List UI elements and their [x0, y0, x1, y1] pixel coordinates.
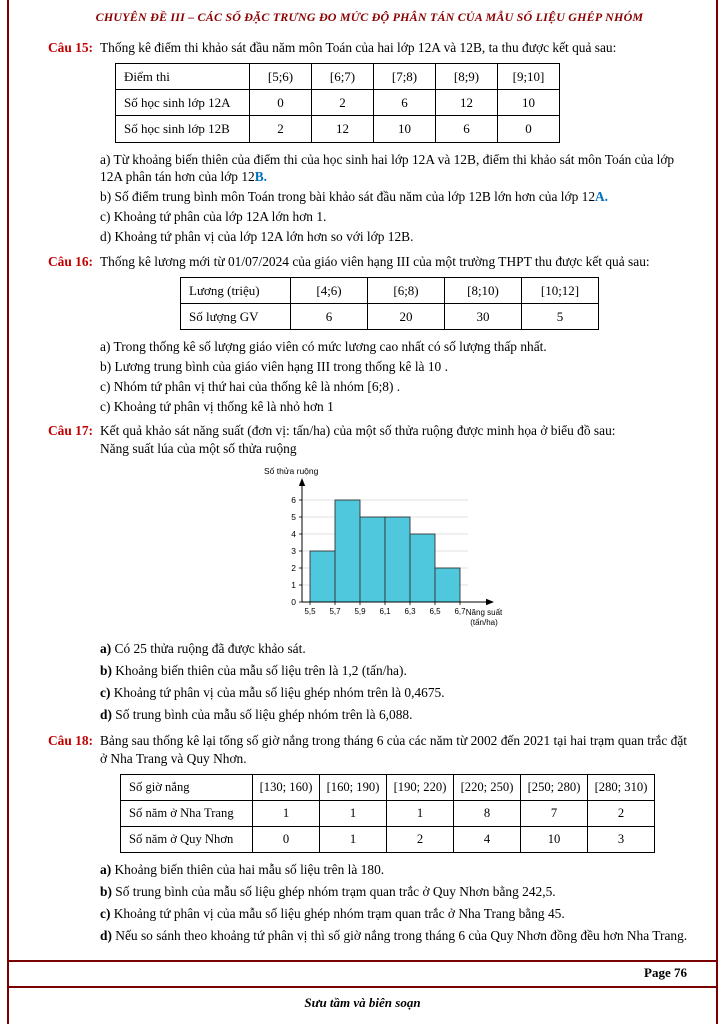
option-c	[100, 378, 691, 396]
table-cell: [10;12]	[522, 277, 599, 303]
table-cell: [4;6)	[291, 277, 368, 303]
option-text: Khoảng biến thiên của mẫu số liệu trên là 1,2 (tấn/ha).	[115, 662, 407, 678]
row-header-cell: Lương (triệu)	[181, 277, 291, 303]
histogram-bar	[410, 534, 435, 602]
y-tick-label: 1	[291, 580, 296, 591]
table-cell: 20	[368, 303, 445, 329]
table-cell: 30	[445, 303, 522, 329]
table-cell: 4	[454, 827, 521, 853]
option-label: c)	[100, 209, 111, 225]
table-cell: 1	[320, 827, 387, 853]
option-d	[100, 927, 691, 945]
salary-table	[180, 277, 599, 331]
table-cell: 2	[387, 827, 454, 853]
question-16-body	[100, 253, 691, 418]
y-axis-title: Số thửa ruộng	[264, 466, 319, 477]
option-label: b)	[100, 883, 112, 899]
row-header-cell: Số năm ở Quy Nhơn	[121, 827, 253, 853]
table-cell: [160; 190)	[320, 775, 387, 801]
question-17	[48, 422, 691, 727]
table-cell: 5	[522, 303, 599, 329]
option-text: Từ khoảng biến thiên của điểm thi của học sinh hai lớp 12A và 12B, điểm thi khảo sát môn Toán của lớp 12A phân tán hơn của lớp 12	[100, 151, 675, 185]
x-tick-label: 6,7	[454, 607, 466, 617]
table-cell: 2	[312, 90, 374, 116]
option-accent: B.	[254, 169, 268, 185]
y-tick-label: 5	[291, 512, 296, 523]
table-cell: 7	[521, 801, 588, 827]
table-cell: [7;8)	[374, 63, 436, 89]
option-label: a)	[100, 151, 111, 167]
option-text: Khoảng tứ phân của lớp 12A lớn hơn 1.	[113, 209, 327, 225]
option-label: a)	[100, 862, 112, 878]
table-cell: 2	[250, 116, 312, 142]
question-15-intro: Thống kê điểm thi khảo sát đầu năm môn Toán của hai lớp 12A và 12B, ta thu được kết quả sau:	[100, 39, 617, 55]
table-row	[181, 303, 599, 329]
table-cell: 6	[291, 303, 368, 329]
option-c	[100, 905, 691, 923]
option-a	[100, 640, 691, 658]
table-cell: 12	[312, 116, 374, 142]
table-cell: 1	[320, 801, 387, 827]
question-18	[48, 732, 691, 948]
table-cell: 6	[436, 116, 498, 142]
page-border-right	[716, 0, 718, 1024]
table-cell: 10	[498, 90, 560, 116]
option-d	[100, 228, 691, 246]
question-16-intro: Thống kê lương mới từ 01/07/2024 của giáo viên hạng III của một trường THPT thu được kết quả sau:	[100, 253, 650, 269]
table-row	[116, 90, 560, 116]
option-label: d)	[100, 927, 112, 943]
question-15-options	[100, 151, 691, 246]
sunshine-hours-table	[120, 774, 655, 853]
table-cell: 10	[521, 827, 588, 853]
option-a	[100, 861, 691, 879]
histogram-bar	[335, 500, 360, 602]
histogram-bar	[310, 551, 335, 602]
option-text: Khoảng tứ phân vị của mẫu số liệu ghép nhóm trên là 0,4675.	[113, 684, 445, 700]
option-label: c)	[100, 378, 111, 394]
x-tick-label: 5,5	[304, 607, 316, 617]
option-label: d)	[100, 706, 112, 722]
option-c2	[100, 398, 691, 416]
table-row	[121, 827, 655, 853]
table-cell: 12	[436, 90, 498, 116]
table-cell: [8;10)	[445, 277, 522, 303]
question-18-body	[100, 732, 691, 948]
option-b	[100, 662, 691, 680]
footer-note: Sưu tầm và biên soạn	[304, 995, 421, 1010]
option-label: c)	[100, 398, 111, 414]
page-content	[48, 10, 691, 953]
table-cell: 10	[374, 116, 436, 142]
table-row	[121, 801, 655, 827]
x-tick-label: 5,9	[354, 607, 366, 617]
question-17-options	[100, 640, 691, 723]
x-tick-label: 6,5	[429, 607, 441, 617]
option-text: Khoảng tứ phân vị của lớp 12A lớn hơn so với lớp 12B.	[114, 228, 414, 244]
question-17-body	[100, 422, 691, 727]
table-cell: [280; 310)	[588, 775, 655, 801]
question-17-intro: Kết quả khảo sát năng suất (đơn vị: tấn/ha) của một số thửa ruộng được minh họa ở biểu đồ sau:	[100, 423, 616, 439]
y-axis-arrow	[299, 478, 305, 486]
x-axis-arrow	[486, 599, 494, 605]
histogram-bar	[385, 517, 410, 602]
table-row	[116, 116, 560, 142]
option-text: Khoảng tứ phân vị thống kê là nhỏ hơn 1	[113, 398, 334, 414]
option-text: Số điểm trung bình môn Toán trong bài khảo sát đầu năm của lớp 12B lớn hơn của lớp 12	[114, 189, 596, 205]
option-a	[100, 338, 691, 356]
table-cell: 0	[250, 90, 312, 116]
question-17-label: Câu 17:	[48, 423, 94, 439]
row-header-cell: Số năm ở Nha Trang	[121, 801, 253, 827]
option-label: b)	[100, 662, 112, 678]
option-text: Có 25 thửa ruộng đã được khảo sát.	[114, 641, 306, 657]
option-accent: A.	[595, 189, 609, 205]
option-text: Số trung bình của mẫu số liệu ghép nhóm trạm quan trắc ở Quy Nhơn bằng 242,5.	[115, 883, 556, 899]
y-tick-label: 0	[291, 597, 296, 608]
histogram-chart	[260, 462, 520, 634]
option-text: Khoảng tứ phân vị của mẫu số liệu ghép nhóm trạm quan trắc ở Nha Trang bằng 45.	[113, 905, 565, 921]
document-title: CHUYÊN ĐỀ III – CÁC SỐ ĐẶC TRƯNG ĐO MỨC ĐỘ PHÂN TÁN CỦA MẪU SỐ LIỆU GHÉP NHÓM	[95, 10, 644, 24]
y-tick-label: 2	[291, 563, 296, 574]
exam-scores-table	[115, 63, 560, 143]
option-label: b)	[100, 189, 112, 205]
x-tick-label: 6,3	[404, 607, 416, 617]
option-b	[100, 883, 691, 901]
table-cell: [190; 220)	[387, 775, 454, 801]
histogram-svg	[260, 462, 516, 634]
option-b	[100, 358, 691, 376]
x-tick-label: 6,1	[379, 607, 391, 617]
y-tick-label: 6	[291, 495, 296, 506]
row-header-cell: Điểm thi	[116, 63, 250, 89]
option-label: b)	[100, 358, 112, 374]
option-text: Trong thống kê số lượng giáo viên có mức lương cao nhất có số lượng thấp nhất.	[113, 339, 547, 355]
option-c	[100, 684, 691, 702]
question-15	[48, 39, 691, 248]
table-cell: [6;7)	[312, 63, 374, 89]
table-row	[116, 63, 560, 89]
option-b	[100, 188, 691, 206]
row-header-cell: Số giờ nắng	[121, 775, 253, 801]
histogram-bar	[360, 517, 385, 602]
question-17-chart-caption: Năng suất lúa của một số thửa ruộng	[100, 441, 297, 457]
question-18-intro: Bảng sau thống kê lại tổng số giờ nắng trong tháng 6 của các năm từ 2002 đến 2021 tại hai trạm quan trắc đặt ở Nha Trang và Quy Nhơn.	[100, 733, 688, 767]
option-label: a)	[100, 641, 112, 657]
x-tick-label: 5,7	[329, 607, 341, 617]
table-cell: 2	[588, 801, 655, 827]
y-tick-label: 3	[291, 546, 296, 557]
option-label: c)	[100, 905, 111, 921]
x-axis-title: Năng suất	[465, 608, 503, 618]
y-tick-label: 4	[291, 529, 296, 540]
question-15-label: Câu 15:	[48, 39, 94, 55]
row-header-cell: Số lượng GV	[181, 303, 291, 329]
footer-divider-bottom	[8, 986, 717, 988]
option-label: c)	[100, 684, 111, 700]
page-border-left	[7, 0, 9, 1024]
row-header-cell: Số học sinh lớp 12A	[116, 90, 250, 116]
table-cell: [9;10]	[498, 63, 560, 89]
table-row	[181, 277, 599, 303]
option-c	[100, 208, 691, 226]
table-cell: 1	[387, 801, 454, 827]
option-text: Khoảng biến thiên của hai mẫu số liệu trên là 180.	[114, 862, 385, 878]
question-16-options	[100, 338, 691, 415]
option-text: Nếu so sánh theo khoảng tứ phân vị thì số giờ nắng trong tháng 6 của Quy Nhơn đồng đều hơn Nha Trang.	[115, 927, 688, 943]
table-cell: 6	[374, 90, 436, 116]
option-text: Nhóm tứ phân vị thứ hai của thống kê là nhóm [6;8) .	[113, 378, 401, 394]
question-16-label: Câu 16:	[48, 253, 94, 269]
table-cell: [130; 160)	[253, 775, 320, 801]
option-d	[100, 706, 691, 724]
table-cell: 3	[588, 827, 655, 853]
table-row	[121, 775, 655, 801]
table-cell: [8;9)	[436, 63, 498, 89]
table-cell: [5;6)	[250, 63, 312, 89]
question-18-options	[100, 861, 691, 944]
table-cell: [6;8)	[368, 277, 445, 303]
table-cell: [250; 280)	[521, 775, 588, 801]
option-text: Số trung bình của mẫu số liệu ghép nhóm trên là 6,088.	[115, 706, 413, 722]
footer-divider-top	[8, 960, 717, 962]
x-axis-title-unit: (tấn/ha)	[470, 618, 498, 628]
table-cell: 0	[253, 827, 320, 853]
table-cell: 0	[498, 116, 560, 142]
option-label: a)	[100, 339, 111, 355]
row-header-cell: Số học sinh lớp 12B	[116, 116, 250, 142]
histogram-bar	[435, 568, 460, 602]
option-label: d)	[100, 228, 112, 244]
question-18-label: Câu 18:	[48, 733, 94, 749]
table-cell: 8	[454, 801, 521, 827]
option-text: Lương trung bình của giáo viên hạng III trong thống kê là 10 .	[114, 358, 448, 374]
option-a	[100, 151, 691, 187]
table-cell: [220; 250)	[454, 775, 521, 801]
question-16	[48, 253, 691, 418]
page-number: Page 76	[644, 965, 687, 980]
table-cell: 1	[253, 801, 320, 827]
question-15-body	[100, 39, 691, 248]
